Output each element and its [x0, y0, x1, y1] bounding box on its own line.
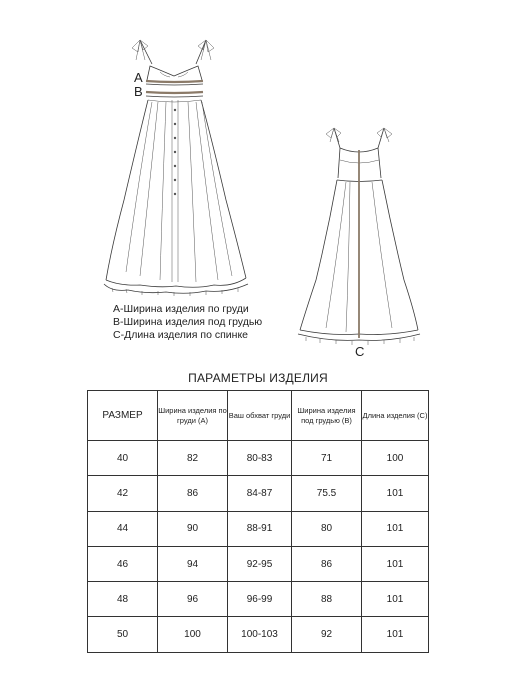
- cell-underbust-width: 88: [292, 582, 362, 617]
- cell-chest-width: 96: [158, 582, 228, 617]
- table-row: [88, 582, 429, 617]
- header-length: Длина изделия (C): [362, 391, 429, 441]
- table-header-row: [88, 391, 429, 441]
- cell-length: 100: [362, 441, 429, 476]
- size-table: [87, 390, 429, 653]
- cell-size: 50: [88, 617, 158, 652]
- table-row: [88, 441, 429, 476]
- cell-underbust-width: 71: [292, 441, 362, 476]
- table-row: [88, 546, 429, 581]
- cell-chest-width: 82: [158, 441, 228, 476]
- cell-your-chest: 80-83: [228, 441, 292, 476]
- band-b: [146, 92, 203, 93]
- cell-length: 101: [362, 582, 429, 617]
- legend-item-b: B-Ширина изделия под грудью: [113, 316, 263, 328]
- cell-length: 101: [362, 476, 429, 511]
- cell-size: 48: [88, 582, 158, 617]
- cell-chest-width: 100: [158, 617, 228, 652]
- dress-front-view: [104, 40, 248, 296]
- cell-your-chest: 92-95: [228, 546, 292, 581]
- measurement-legend: [113, 303, 262, 342]
- cell-chest-width: 94: [158, 546, 228, 581]
- cell-your-chest: 96-99: [228, 582, 292, 617]
- table-row: [88, 617, 429, 652]
- header-chest-width: Ширина изделия по груди (A): [158, 391, 228, 441]
- cell-underbust-width: 80: [292, 511, 362, 546]
- cell-underbust-width: 92: [292, 617, 362, 652]
- legend-item-c: C-Длина изделия по спинке: [113, 329, 248, 341]
- dress-back-view: [298, 128, 420, 359]
- marker-a: A: [134, 70, 143, 85]
- cell-length: 101: [362, 617, 429, 652]
- cell-size: 42: [88, 476, 158, 511]
- cell-size: 40: [88, 441, 158, 476]
- cell-your-chest: 100-103: [228, 617, 292, 652]
- cell-underbust-width: 86: [292, 546, 362, 581]
- legend-item-a: A-Ширина изделия по груди: [113, 303, 249, 315]
- cell-underbust-width: 75.5: [292, 476, 362, 511]
- cell-your-chest: 88-91: [228, 511, 292, 546]
- header-underbust-width: Ширина изделия под грудью (B): [292, 391, 362, 441]
- cell-length: 101: [362, 511, 429, 546]
- cell-size: 44: [88, 511, 158, 546]
- table-row: [88, 476, 429, 511]
- header-size: РАЗМЕР: [88, 391, 158, 441]
- header-your-chest: Ваш обхват груди: [228, 391, 292, 441]
- cell-size: 46: [88, 546, 158, 581]
- band-a: [146, 81, 203, 82]
- cell-chest-width: 90: [158, 511, 228, 546]
- table-title: ПАРАМЕТРЫ ИЗДЕЛИЯ: [188, 371, 328, 385]
- cell-your-chest: 84-87: [228, 476, 292, 511]
- marker-b: B: [134, 84, 143, 99]
- marker-c: C: [355, 344, 365, 359]
- table-row: [88, 511, 429, 546]
- cell-length: 101: [362, 546, 429, 581]
- cell-chest-width: 86: [158, 476, 228, 511]
